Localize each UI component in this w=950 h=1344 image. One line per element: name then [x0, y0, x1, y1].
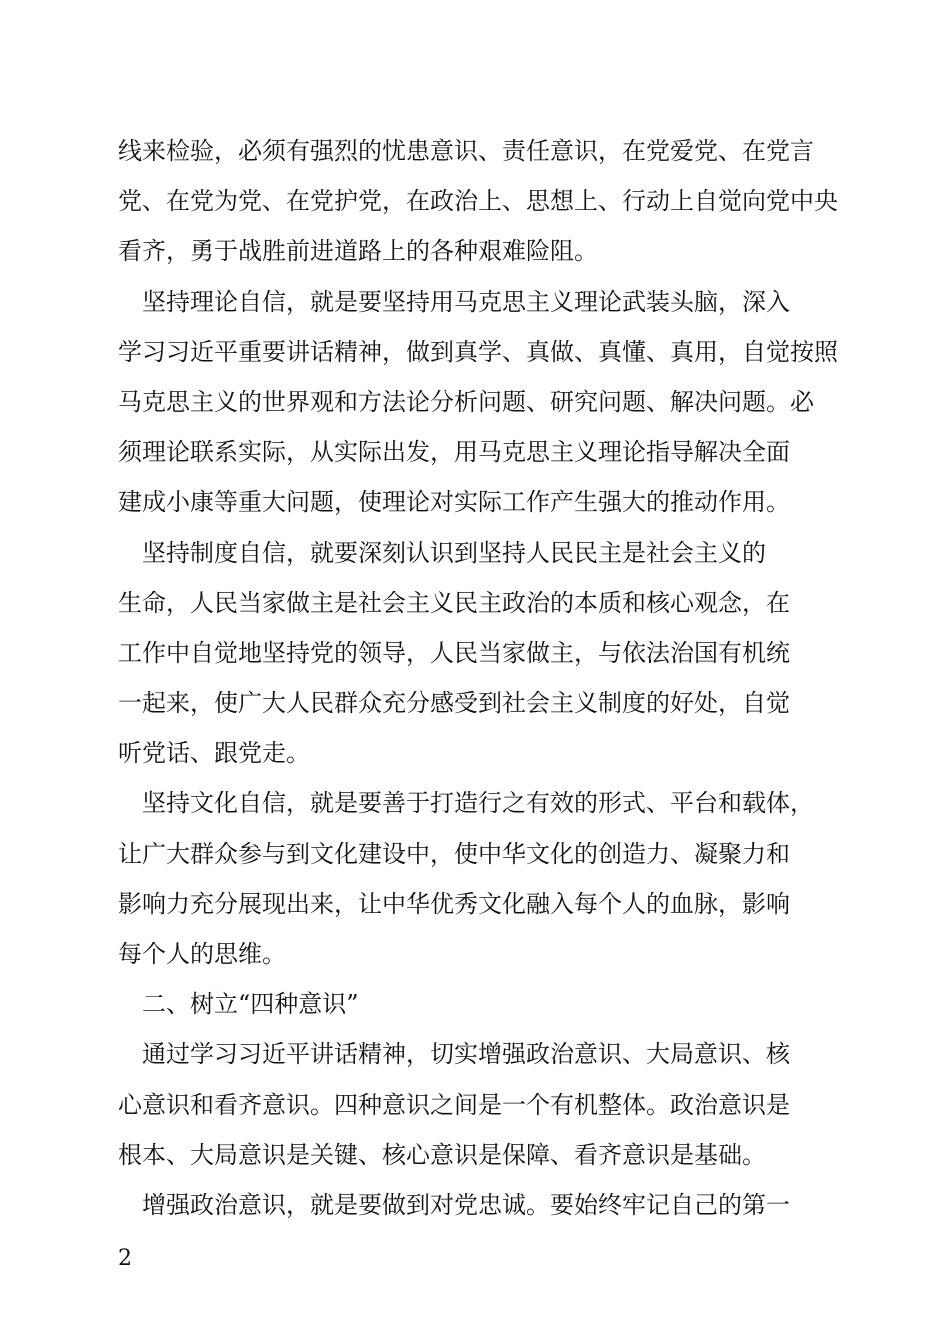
text-line: 心意识和看齐意识。四种意识之间是一个有机整体。政治意识是: [118, 1090, 790, 1119]
text-line: 看齐，勇于战胜前进道路上的各种艰难险阻。: [118, 237, 598, 266]
page-number: 2: [118, 1246, 132, 1271]
text-line: 影响力充分展现出来，让中华优秀文化融入每个人的血脉，影响: [118, 889, 790, 918]
text-line: 坚持文化自信，就是要善于打造行之有效的形式、平台和载体，: [118, 789, 814, 818]
text-line: 听党话、跟党走。: [118, 739, 310, 768]
text-line: 让广大群众参与到文化建设中，使中华文化的创造力、凝聚力和: [118, 839, 790, 868]
text-line: 增强政治意识，就是要做到对党忠诚。要始终牢记自己的第一: [118, 1190, 790, 1219]
text-line: 学习习近平重要讲话精神，做到真学、真做、真懂、真用，自觉按照: [118, 337, 838, 366]
text-line: 坚持制度自信，就要深刻认识到坚持人民民主是社会主义的: [118, 538, 766, 567]
text-line: 建成小康等重大问题，使理论对实际工作产生强大的推动作用。: [118, 488, 790, 517]
text-line: 通过学习习近平讲话精神，切实增强政治意识、大局意识、核: [118, 1040, 790, 1069]
section-heading: 二、树立“四种意识”: [118, 990, 359, 1019]
text-line: 坚持理论自信，就是要坚持用马克思主义理论武装头脑，深入: [118, 287, 790, 316]
text-line: 党、在党为党、在党护党，在政治上、思想上、行动上自觉向党中央: [118, 187, 838, 216]
text-line: 一起来，使广大人民群众充分感受到社会主义制度的好处，自觉: [118, 689, 790, 718]
text-line: 每个人的思维。: [118, 940, 286, 968]
text-line: 根本、大局意识是关键、核心意识是保障、看齐意识是基础。: [118, 1140, 766, 1169]
text-line: 工作中自觉地坚持党的领导，人民当家做主，与依法治国有机统: [118, 638, 790, 667]
text-line: 生命，人民当家做主是社会主义民主政治的本质和核心观念，在: [118, 588, 790, 617]
body-text: [118, 126, 838, 1230]
text-line: 须理论联系实际，从实际出发，用马克思主义理论指导解决全面: [118, 438, 790, 467]
text-line: 马克思主义的世界观和方法论分析问题、研究问题、解决问题。必: [118, 387, 814, 416]
text-line: 线来检验，必须有强烈的忧患意识、责任意识，在党爱党、在党言: [118, 137, 814, 165]
